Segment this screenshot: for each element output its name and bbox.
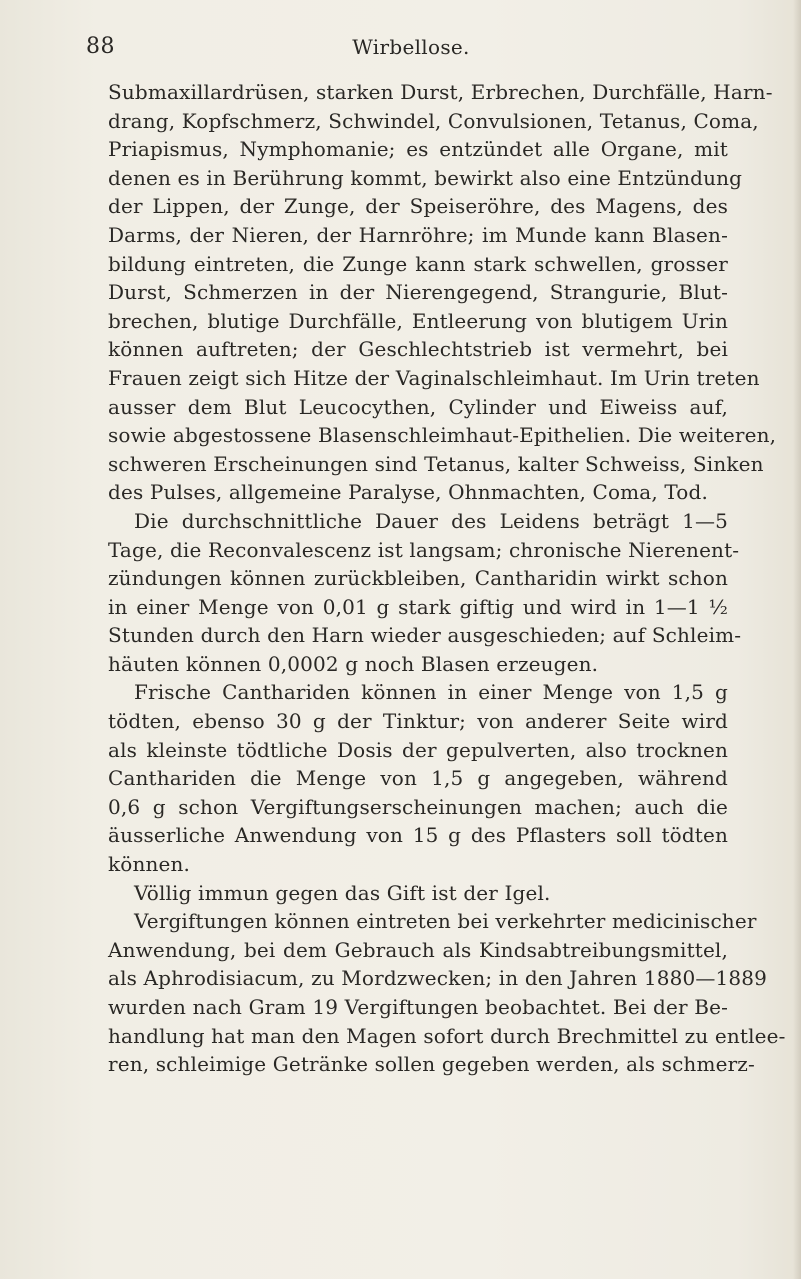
- text-line: Frische Canthariden können in einer Menge von 1,5 g: [134, 680, 728, 705]
- text-line: Submaxillardrüsen, starken Durst, Erbrechen, Durchfälle, Harn-: [108, 80, 773, 104]
- text-line: drang, Kopfschmerz, Schwindel, Convulsionen, Tetanus, Coma,: [108, 108, 759, 133]
- text-line: Priapismus, Nymphomanie; es entzündet alle Organe, mit: [108, 137, 728, 162]
- text-line: wurden nach Gram 19 Vergiftungen beobachtet. Bei der Be-: [108, 995, 728, 1019]
- page-number: 88: [86, 34, 115, 59]
- text-line: können auftreten; der Geschlechtstrieb ist vermehrt, bei: [108, 337, 728, 362]
- text-line: Canthariden die Menge von 1,5 g angegeben, während: [108, 766, 728, 791]
- text-line: Durst, Schmerzen in der Nierengegend, Strangurie, Blut-: [108, 280, 728, 305]
- text-line: als Aphrodisiacum, zu Mordzwecken; in den Jahren 1880—1889: [108, 966, 767, 991]
- text-line: Die durchschnittliche Dauer des Leidens beträgt 1—5: [134, 508, 728, 533]
- text-line: häuten können 0,0002 g noch Blasen erzeugen.: [108, 651, 599, 676]
- body-text: [108, 78, 786, 1079]
- text-line: sowie abgestossene Blasenschleimhaut-Epithelien. Die weiteren,: [108, 423, 777, 448]
- page-header: [86, 34, 736, 64]
- text-line: äusserliche Anwendung von 15 g des Pflasters soll tödten: [108, 823, 728, 848]
- text-line: als kleinste tödtliche Dosis der gepulverten, also trocknen: [108, 737, 728, 762]
- text-line: der Lippen, der Zunge, der Speiseröhre, des Magens, des: [108, 194, 728, 219]
- text-line: bildung eintreten, die Zunge kann stark schwellen, grosser: [108, 251, 728, 276]
- text-line: Darms, der Nieren, der Harnröhre; im Munde kann Blasen-: [108, 222, 728, 247]
- text-line: Vergiftungen können eintreten bei verkehrter medicinischer: [134, 909, 757, 934]
- text-line: handlung hat man den Magen sofort durch Brechmittel zu entlee-: [108, 1023, 786, 1048]
- text-line: können.: [108, 852, 191, 877]
- text-line: Völlig immun gegen das Gift ist der Igel.: [134, 880, 551, 905]
- text-line: zündungen können zurückbleiben, Cantharidin wirkt schon: [108, 566, 728, 591]
- text-line: ren, schleimige Getränke sollen gegeben werden, als schmerz-: [108, 1052, 755, 1077]
- text-line: tödten, ebenso 30 g der Tinktur; von anderer Seite wird: [108, 709, 728, 734]
- text-line: Anwendung, bei dem Gebrauch als Kindsabtreibungsmittel,: [108, 937, 728, 962]
- text-line: Frauen zeigt sich Hitze der Vaginalschleimhaut. Im Urin treten: [108, 365, 760, 390]
- text-line: 0,6 g schon Vergiftungserscheinungen machen; auch die: [108, 794, 728, 819]
- text-line: Stunden durch den Harn wieder ausgeschieden; auf Schleim-: [108, 623, 742, 648]
- text-line: in einer Menge von 0,01 g stark giftig und wird in 1—1 ½: [108, 594, 728, 619]
- text-line: denen es in Berührung kommt, bewirkt also eine Entzündung: [108, 165, 743, 190]
- text-line: Tage, die Reconvalescenz ist langsam; chronische Nierenent-: [108, 537, 740, 562]
- text-line: schweren Erscheinungen sind Tetanus, kalter Schweiss, Sinken: [108, 451, 764, 476]
- text-line: ausser dem Blut Leucocythen, Cylinder und Eiweiss auf,: [108, 394, 728, 419]
- text-line: des Pulses, allgemeine Paralyse, Ohnmachten, Coma, Tod.: [108, 480, 708, 505]
- running-head: Wirbellose.: [352, 35, 470, 59]
- text-line: brechen, blutige Durchfälle, Entleerung von blutigem Urin: [108, 308, 728, 333]
- page-edge-shadow: [793, 0, 801, 1279]
